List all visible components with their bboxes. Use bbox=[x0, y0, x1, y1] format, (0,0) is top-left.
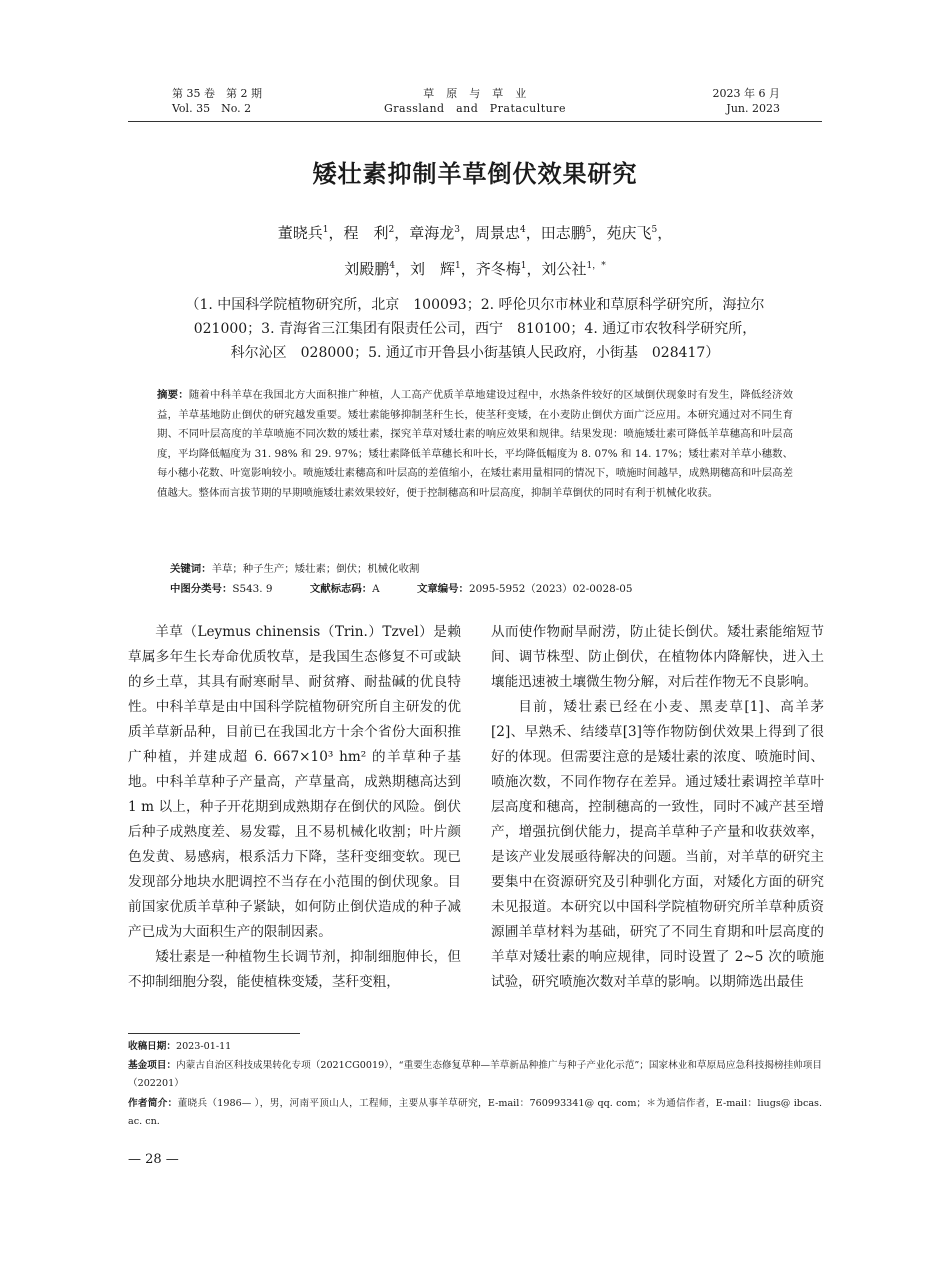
affiliation-line: （1. 中国科学院植物研究所，北京 100093；2. 呼伦贝尔市林业和草原科学研究所，海拉尔 bbox=[185, 297, 765, 313]
affiliation-line: 021000；3. 青海省三江集团有限责任公司，西宁 810100；4. 通辽市农牧科学研究所， bbox=[193, 321, 757, 337]
authors-line-1 bbox=[0, 222, 950, 243]
received-value: 2023-01-11 bbox=[175, 1041, 232, 1052]
author-name: 章海龙 bbox=[409, 224, 455, 242]
volume-en: Vol. 35 No. 2 bbox=[172, 102, 252, 115]
volume-cn: 第 35 卷 第 2 期 bbox=[172, 87, 262, 100]
footnote-author bbox=[128, 1095, 822, 1131]
header-rule bbox=[128, 121, 822, 122]
classification bbox=[170, 580, 666, 595]
author-affiliation-mark: 5 bbox=[651, 225, 658, 235]
author-name: 刘 辉 bbox=[409, 260, 455, 278]
issue-date bbox=[713, 86, 780, 116]
issue-date-cn: 2023 年 6 月 bbox=[712, 87, 780, 100]
fund-value: 内蒙古自治区科技成果转化专项（2021CG0019），“重要生态修复草种—羊草新品种推广与种子产业化示范”；国家林业和草原局应急科技揭榜挂帅项目（202201） bbox=[128, 1060, 823, 1089]
fund-label: 基金项目： bbox=[128, 1060, 177, 1071]
received-label: 收稿日期： bbox=[128, 1041, 176, 1052]
author-affiliation-mark: 4 bbox=[520, 225, 526, 235]
issue-date-en: Jun. 2023 bbox=[726, 102, 780, 115]
clc-label: 中图分类号： bbox=[170, 583, 233, 595]
author-separator: ， bbox=[591, 224, 607, 242]
body-column-right bbox=[491, 620, 824, 995]
abstract bbox=[157, 386, 793, 503]
keywords bbox=[170, 560, 419, 575]
author-affiliation-mark: 1 bbox=[520, 261, 527, 271]
author-bio-label: 作者简介： bbox=[128, 1098, 178, 1109]
keywords-text: 羊草；种子生产；矮壮素；倒伏；机械化收割 bbox=[211, 563, 420, 575]
journal-name-en: Grassland and Prataculture bbox=[383, 102, 566, 115]
clc-value: S543. 9 bbox=[232, 583, 273, 595]
body-paragraph: 矮壮素是一种植物生长调节剂，抑制细胞伸长，但不抑制细胞分裂，能使植株变矮，茎秆变粗， bbox=[128, 949, 461, 990]
page-number: — 28 — bbox=[128, 1152, 179, 1167]
author-name: 董晓兵 bbox=[277, 224, 323, 242]
author-affiliation-mark: 4 bbox=[389, 261, 395, 271]
paper-title: 矮壮素抑制羊草倒伏效果研究 bbox=[312, 160, 638, 188]
author-name: 程 利 bbox=[343, 224, 389, 242]
journal-name-cn: 草 原 与 草 业 bbox=[423, 87, 527, 100]
author-affiliation-mark: 3 bbox=[454, 225, 460, 235]
footnote-fund bbox=[128, 1057, 822, 1093]
abstract-label: 摘要： bbox=[157, 389, 189, 401]
author-separator: ， bbox=[394, 260, 410, 278]
body-paragraph: 从而使作物耐旱耐涝，防止徒长倒伏。矮壮素能缩短节间、调节株型、防止倒伏，在植物体内降解快，进入土壤能迅速被土壤微生物分解，对后茬作物无不良影响。 bbox=[491, 624, 824, 690]
doc-code-label: 文献标志码： bbox=[309, 583, 373, 595]
footnote-received bbox=[128, 1038, 822, 1056]
author-name: 田志鹏 bbox=[540, 224, 586, 242]
affiliation-line: 科尔沁区 028000；5. 通辽市开鲁县小街基镇人民政府，小街基 028417） bbox=[230, 345, 720, 361]
doc-code-value: A bbox=[372, 583, 380, 595]
authors-line-2 bbox=[0, 258, 950, 279]
author-name: 刘公社 bbox=[541, 260, 587, 278]
body-paragraph: 羊草（Leymus chinensis（Trin.）Tzvel）是赖草属多年生长寿命优质牧草，是我国生态修复不可或缺的乡土草，其具有耐寒耐旱、耐贫瘠、耐盐碱的优良特性。中科羊草是由中国科学院植物研究所自主研发的优质羊草新品种，目前已在我国北方十余个省份大面积推广种植，并建成超 6. 667×10³ hm² 的羊草种子基地。中科羊草种子产量高，产草量高，成熟期穗高达到 1 m 以上，种子开花期到成熟期存在倒伏的风险。倒伏后种子成熟度差、易发霉，且不易机械化收割；叶片颜色发黄、易感病，根系活力下降，茎秆变细变软。现已发现部分地块水肥调控不当存在小范围的倒伏现象。目前国家优质羊草种子紧缺，如何防止倒伏造成的种子减产已成为大面积生产的限制因素。 bbox=[128, 624, 461, 940]
affiliations bbox=[0, 293, 950, 365]
author-separator: ， bbox=[525, 224, 541, 242]
journal-name bbox=[0, 86, 950, 116]
author-affiliation-mark: 2 bbox=[388, 225, 395, 235]
abstract-text: 随着中科羊草在我国北方大面积推广种植，人工高产优质羊草地建设过程中，水热条件较好的区域倒伏现象时有发生，降低经济效益，羊草基地防止倒伏的研究越发重要。矮壮素能够抑制茎秆生长，使茎秆变矮，在小麦防止倒伏方面广泛应用。本研究通过对不同生育期、不同叶层高度的羊草喷施不同次数的矮壮素，探究羊草对矮壮素的响应效果和规律。结果发现：喷施矮壮素可降低羊草穗高和叶层高度，平均降低幅度为 31. 98% 和 29. 97%；矮壮素降低羊草穗长和叶长，平均降低幅度为 8. 07% 和 14. 17%；矮壮素对羊草小穗数、每小穗小花数、叶宽影响较小。喷施矮壮素穗高和叶层高的差值缩小，在矮壮素用量相同的情况下，喷施时间越早，成熟期穗高和叶层高差值越大。整体而言拔节期的早期喷施矮壮素效果较好，便于控制穗高和叶层高度，抑制羊草倒伏的同时有利于机械化收获。 bbox=[157, 389, 793, 499]
article-no-value: 2095-5952（2023）02-0028-05 bbox=[468, 583, 633, 595]
body-column-left bbox=[128, 620, 461, 995]
author-separator: ， bbox=[394, 224, 410, 242]
author-separator: ， bbox=[460, 260, 476, 278]
author-affiliation-mark: 1 bbox=[322, 225, 329, 235]
author-name: 周景忠 bbox=[475, 224, 521, 242]
author-affiliation-mark: 1，* bbox=[586, 261, 606, 271]
article-no-label: 文章编号： bbox=[417, 583, 469, 595]
footnote-rule bbox=[128, 1033, 300, 1034]
author-separator: ， bbox=[526, 260, 542, 278]
author-name: 苑庆飞 bbox=[606, 224, 652, 242]
author-separator: ， bbox=[459, 224, 475, 242]
body-paragraph: 目前，矮壮素已经在小麦、黑麦草[1]、高羊茅[2]、早熟禾、结缕草[3]等作物防倒伏效果上得到了很好的体现。但需要注意的是矮壮素的浓度、喷施时间、喷施次数，不同作物存在差异。通过矮壮素调控羊草叶层高度和穗高，控制穗高的一致性，同时不减产甚至增产，增强抗倒伏能力，提高羊草种子产量和收获效率，是该产业发展亟待解决的问题。当前，对羊草的研究主要集中在资源研究及引种驯化方面，对矮化方面的研究未见报道。本研究以中国科学院植物研究所羊草种质资源圃羊草材料为基础，研究了不同生育期和叶层高度的羊草对矮壮素的响应规律，同时设置了 2~5 次的喷施试验，研究喷施次数对羊草的影响。以期筛选出最佳 bbox=[491, 699, 824, 990]
author-name: 刘殿鹏 bbox=[344, 260, 390, 278]
author-affiliation-mark: 5 bbox=[585, 225, 592, 235]
author-bio-value: 董晓兵（1986— ），男，河南平顶山人，工程师，主要从事羊草研究，E-mail：760993341@ qq. com；＊为通信作者，E-mail：liugs@ ibcas. ac. cn. bbox=[128, 1098, 823, 1127]
author-separator: ， bbox=[657, 224, 673, 242]
keywords-label: 关键词： bbox=[170, 563, 212, 575]
author-name: 齐冬梅 bbox=[475, 260, 521, 278]
author-separator: ， bbox=[328, 224, 344, 242]
author-affiliation-mark: 1 bbox=[455, 261, 461, 271]
